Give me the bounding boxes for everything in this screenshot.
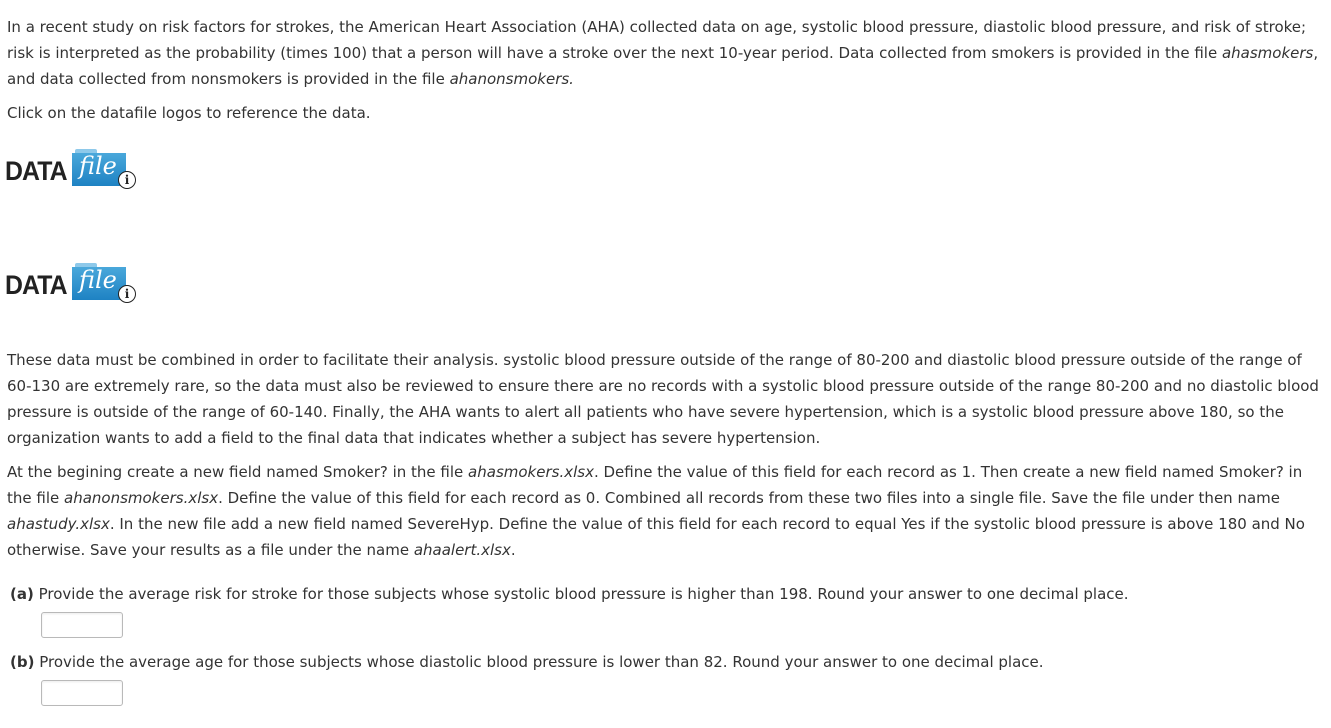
click-instruction: Click on the datafile logos to reference the data.	[7, 104, 371, 122]
datafile-word: DATA	[5, 270, 67, 300]
question-b-text	[10, 649, 1325, 675]
folder-icon	[72, 149, 130, 186]
steps-paragraph	[7, 459, 1325, 563]
info-icon[interactable]: i	[118, 285, 136, 303]
info-icon[interactable]: i	[118, 171, 136, 189]
file-name-4: ahaalert.xlsx	[413, 541, 511, 559]
datafile-file-word: file	[78, 152, 117, 180]
question-b	[7, 649, 1325, 706]
question-a-label: (a)	[10, 585, 34, 603]
file-name-2: ahanonsmokers.xlsx	[64, 489, 219, 507]
step-text-2: . Define the value of this field for each record as 1. Then create a new field named Smoker? in the file	[7, 463, 1303, 507]
question-b-label: (b)	[10, 653, 35, 671]
step-text-1: At the begining create a new field named Smoker? in the file	[7, 463, 469, 481]
question-a	[7, 581, 1325, 638]
task-section	[7, 347, 1325, 706]
datafile-file-word: file	[78, 266, 117, 294]
intro-text-1: In a recent study on risk factors for strokes, the American Heart Association (AHA) collected data on age, systolic blood pressure, diastolic blood pressure, and risk of stroke; risk is interpreted as the probability (times 100) that a person will have a stroke over the next 10-year period. Data collected from smokers is provided in the file	[7, 18, 1307, 62]
answer-a-input[interactable]	[41, 612, 123, 638]
step-text-3: . Define the value of this field for each record as 0. Combined all records from these two files into a single file. Save the file under then name	[218, 489, 1280, 507]
question-a-body: Provide the average risk for stroke for those subjects whose systolic blood pressure is higher than 198. Round your answer to one decimal place.	[33, 585, 1129, 603]
datafile-logo-nonsmokers[interactable]	[5, 254, 130, 300]
combine-paragraph: These data must be combined in order to facilitate their analysis. systolic blood pressure outside of the range of 80-200 and diastolic blood pressure outside of the range of 60-130 are extremely rare, so the data must also be reviewed to ensure there are no records with a systolic blood pressure outside of the range 80-200 and no diastolic blood pressure is outside of the range of 60-140. Finally, the AHA wants to alert all patients who have severe hypertension, which is a systolic blood pressure above 180, so the organization wants to add a field to the final data that indicates whether a subject has severe hypertension.	[7, 351, 1319, 447]
datafile-logo-smokers[interactable]	[5, 140, 130, 186]
file-name-smokers: ahasmokers	[1221, 44, 1314, 62]
intro-paragraph	[7, 14, 1325, 92]
file-name-1: ahasmokers.xlsx	[468, 463, 594, 481]
intro-section	[7, 14, 1325, 126]
question-b-body: Provide the average age for those subjects whose diastolic blood pressure is lower than 82. Round your answer to one decimal place.	[34, 653, 1044, 671]
question-a-text	[10, 581, 1325, 607]
folder-icon	[72, 263, 130, 300]
file-name-3: ahastudy.xlsx	[7, 515, 110, 533]
datafile-word: DATA	[5, 156, 67, 186]
file-name-nonsmokers: ahanonsmokers.	[449, 70, 574, 88]
step-text-5: .	[510, 541, 516, 559]
intro-text-2: , and data collected from nonsmokers is provided in the file	[7, 44, 1319, 88]
step-text-4: . In the new file add a new field named SevereHyp. Define the value of this field for each record to equal Yes if the systolic blood pressure is above 180 and No otherwise. Save your results as a file under the name	[7, 515, 1305, 559]
answer-b-input[interactable]	[41, 680, 123, 706]
